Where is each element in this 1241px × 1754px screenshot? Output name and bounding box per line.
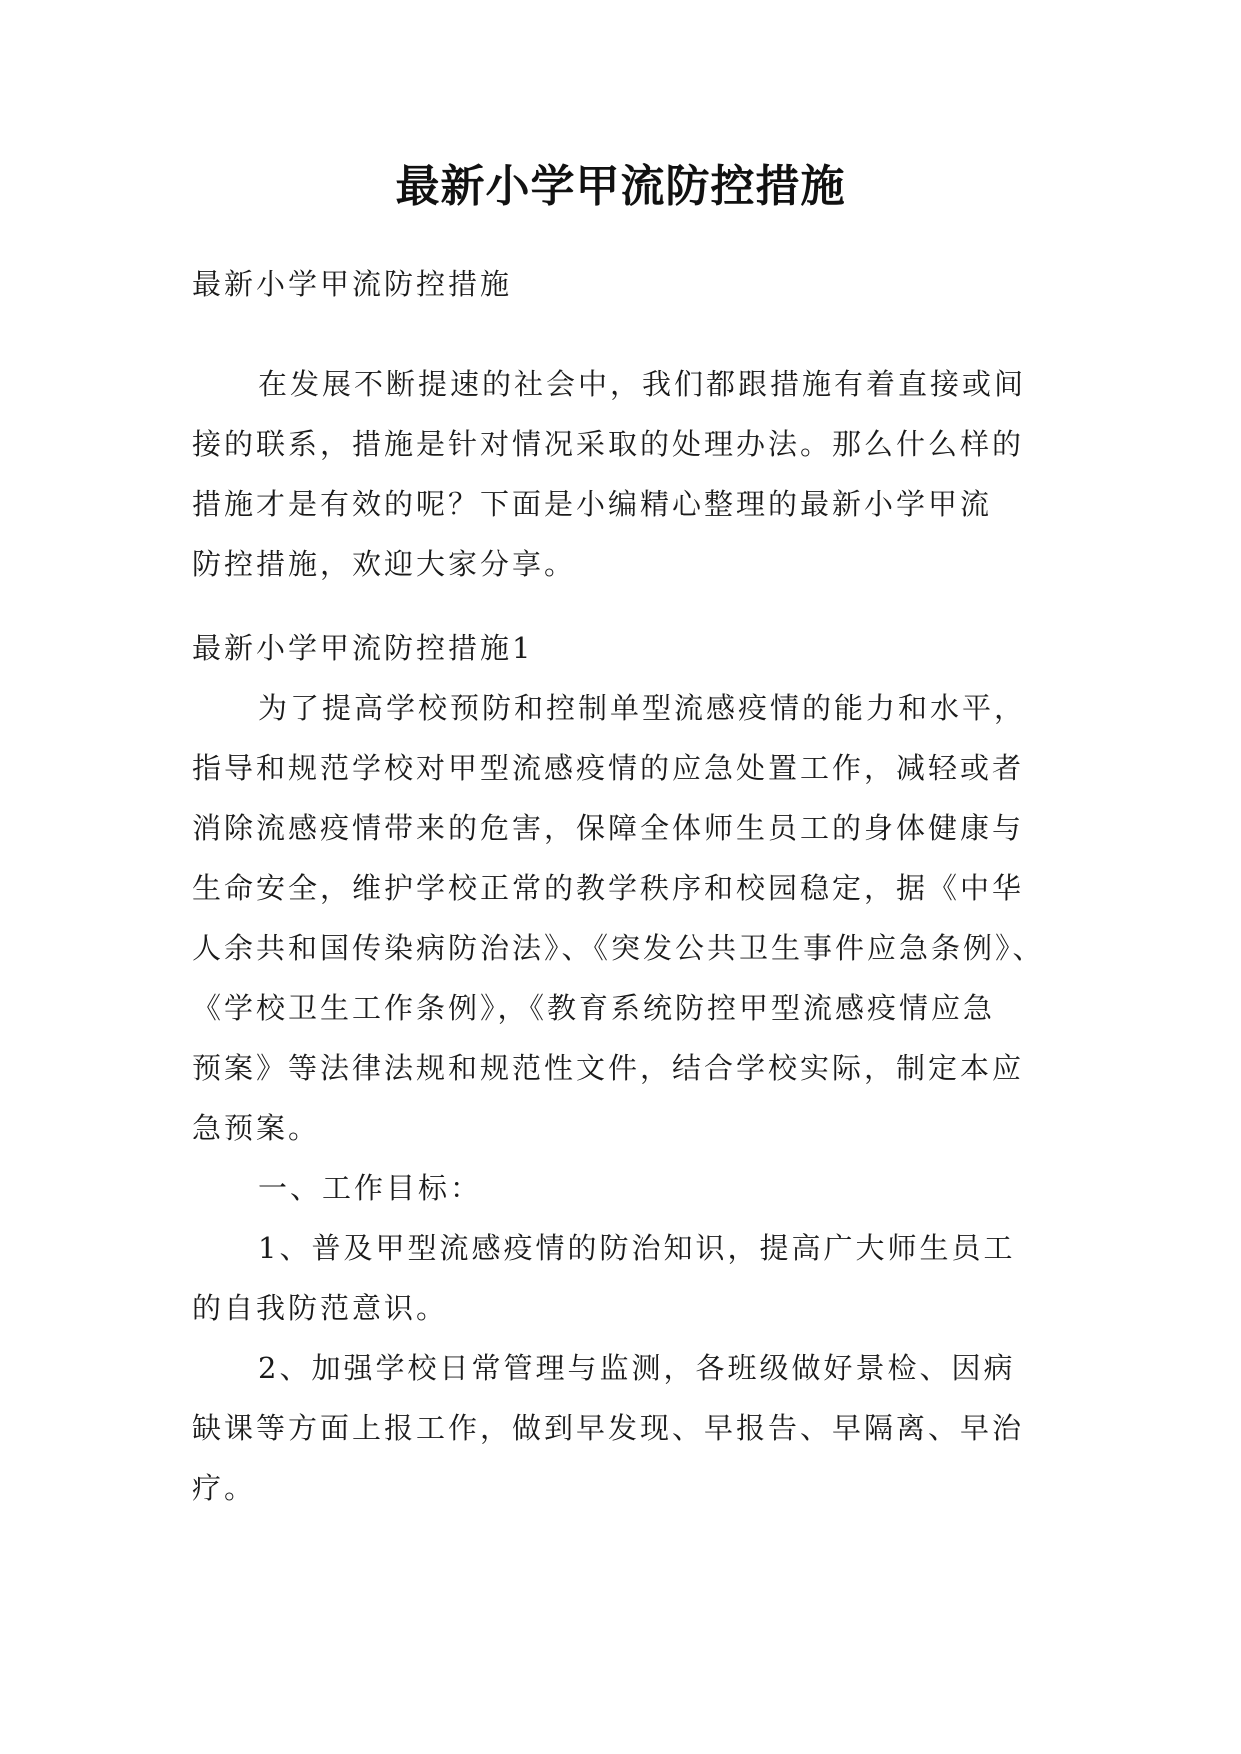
section-line: 人余共和国传染病防治法》、《突发公共卫生事件应急条例》、 <box>192 931 1045 965</box>
intro-line: 在发展不断提速的社会中，我们都跟措施有着直接或间 <box>258 367 1027 401</box>
intro-paragraph <box>192 354 1092 594</box>
document-subtitle <box>192 254 1092 314</box>
section1 <box>192 618 1092 1518</box>
goals-heading: 一、工作目标： <box>258 1171 483 1205</box>
section-line: 消除流感疫情带来的危害，保障全体师生员工的身体健康与 <box>192 811 1025 845</box>
section-line: 生命安全，维护学校正常的教学秩序和校园稳定，据《中华 <box>192 871 1025 905</box>
goal-line: 缺课等方面上报工作，做到早发现、早报告、早隔离、早治 <box>192 1411 1025 1445</box>
section-line: 《学校卫生工作条例》，《教育系统防控甲型流感疫情应急 <box>192 991 996 1025</box>
intro-line: 防控措施，欢迎大家分享。 <box>192 547 577 581</box>
section-line: 预案》等法律法规和规范性文件，结合学校实际，制定本应 <box>192 1051 1025 1085</box>
goal-line: 疗。 <box>192 1471 257 1505</box>
intro-line: 接的联系，措施是针对情况采取的处理办法。那么什么样的 <box>192 427 1025 461</box>
subtitle-line: 最新小学甲流防控措施 <box>192 267 513 301</box>
section-heading: 最新小学甲流防控措施1 <box>192 631 534 665</box>
intro-line: 措施才是有效的呢？下面是小编精心整理的最新小学甲流 <box>192 487 993 521</box>
goal-line: 1、普及甲型流感疫情的防治知识，提高广大师生员工 <box>258 1231 1016 1265</box>
section-line: 指导和规范学校对甲型流感疫情的应急处置工作，减轻或者 <box>192 751 1025 785</box>
section-line: 为了提高学校预防和控制单型流感疫情的能力和水平， <box>258 691 1027 725</box>
goal-line: 的自我防范意识。 <box>192 1291 449 1325</box>
goal-line: 2、加强学校日常管理与监测，各班级做好景检、因病 <box>258 1351 1016 1385</box>
document-title: 最新小学甲流防控措施 <box>395 161 846 212</box>
section-line: 急预案。 <box>192 1111 321 1145</box>
